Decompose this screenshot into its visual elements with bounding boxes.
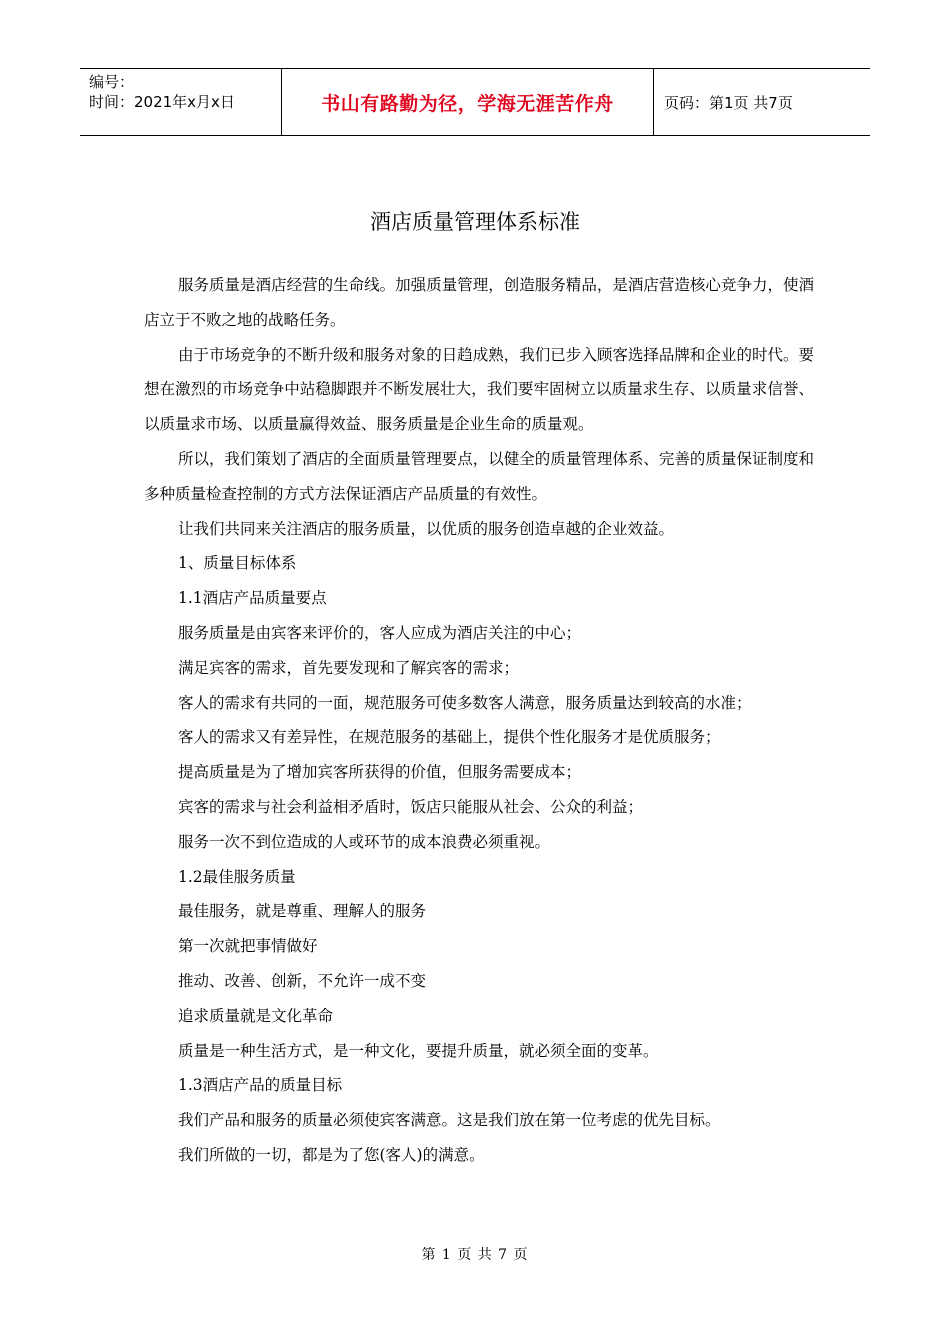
- header-motto: 书山有路勤为径，学海无涯苦作舟: [281, 69, 654, 135]
- page-footer: 第 1 页 共 7 页: [421, 1247, 529, 1263]
- document-title: 酒店质量管理体系标准: [370, 210, 580, 234]
- list-item: 追求质量就是文化革命: [178, 1006, 334, 1025]
- subsection-heading: 1.2最佳服务质量: [178, 867, 296, 886]
- list-item: 客人的需求有共同的一面，规范服务可使多数客人满意，服务质量达到较高的水准；: [178, 693, 752, 712]
- list-item: 第一次就把事情做好: [178, 937, 318, 956]
- header-table: [80, 68, 870, 136]
- document-body: [144, 268, 814, 1173]
- list-item: 推动、改善、创新，不允许一成不变: [178, 971, 427, 990]
- number-label: 编号：: [89, 73, 135, 91]
- header-meta: [80, 69, 281, 135]
- list-item: 满足宾客的需求，首先要发现和了解宾客的需求；: [178, 658, 520, 677]
- header-page-info: 页码：第1页 共7页: [664, 93, 793, 112]
- list-item: 提高质量是为了增加宾客所获得的价值，但服务需要成本；: [178, 763, 582, 782]
- paragraph: 所以，我们策划了酒店的全面质量管理要点，以健全的质量管理体系、完善的质量保证制度和多种质量检查控制的方式方法保证酒店产品质量的有效性。: [144, 449, 814, 503]
- paragraph: 让我们共同来关注酒店的服务质量，以优质的服务创造卓越的企业效益。: [178, 519, 675, 538]
- paragraph: 由于市场竞争的不断升级和服务对象的日趋成熟，我们已步入顾客选择品牌和企业的时代。要想在激烈的市场竞争中站稳脚跟并不断发展壮大，我们要牢固树立以质量求生存、以质量求信誉、以质量求市场、以质量赢得效益、服务质量是企业生命的质量观。: [144, 345, 814, 434]
- list-item: 客人的需求又有差异性，在规范服务的基础上，提供个性化服务才是优质服务；: [178, 728, 721, 747]
- time-label: 时间：2021年x月x日: [89, 93, 235, 111]
- subsection-heading: 1.3酒店产品的质量目标: [178, 1076, 343, 1095]
- list-item: 我们产品和服务的质量必须使宾客满意。这是我们放在第一位考虑的优先目标。: [178, 1111, 721, 1130]
- section-heading: 1、质量目标体系: [178, 554, 297, 573]
- list-item: 质量是一种生活方式，是一种文化，要提升质量，就必须全面的变革。: [178, 1041, 659, 1060]
- list-item: 服务一次不到位造成的人或环节的成本浪费必须重视。: [178, 832, 551, 851]
- list-item: 服务质量是由宾客来评价的，客人应成为酒店关注的中心；: [178, 623, 582, 642]
- list-item: 我们所做的一切，都是为了您(客人)的满意。: [178, 1145, 485, 1164]
- paragraph: 服务质量是酒店经营的生命线。加强质量管理，创造服务精品，是酒店营造核心竞争力，使酒店立于不败之地的战略任务。: [144, 276, 814, 329]
- subsection-heading: 1.1酒店产品质量要点: [178, 589, 327, 608]
- list-item: 宾客的需求与社会利益相矛盾时，饭店只能服从社会、公众的利益；: [178, 797, 644, 816]
- list-item: 最佳服务，就是尊重、理解人的服务: [178, 902, 427, 921]
